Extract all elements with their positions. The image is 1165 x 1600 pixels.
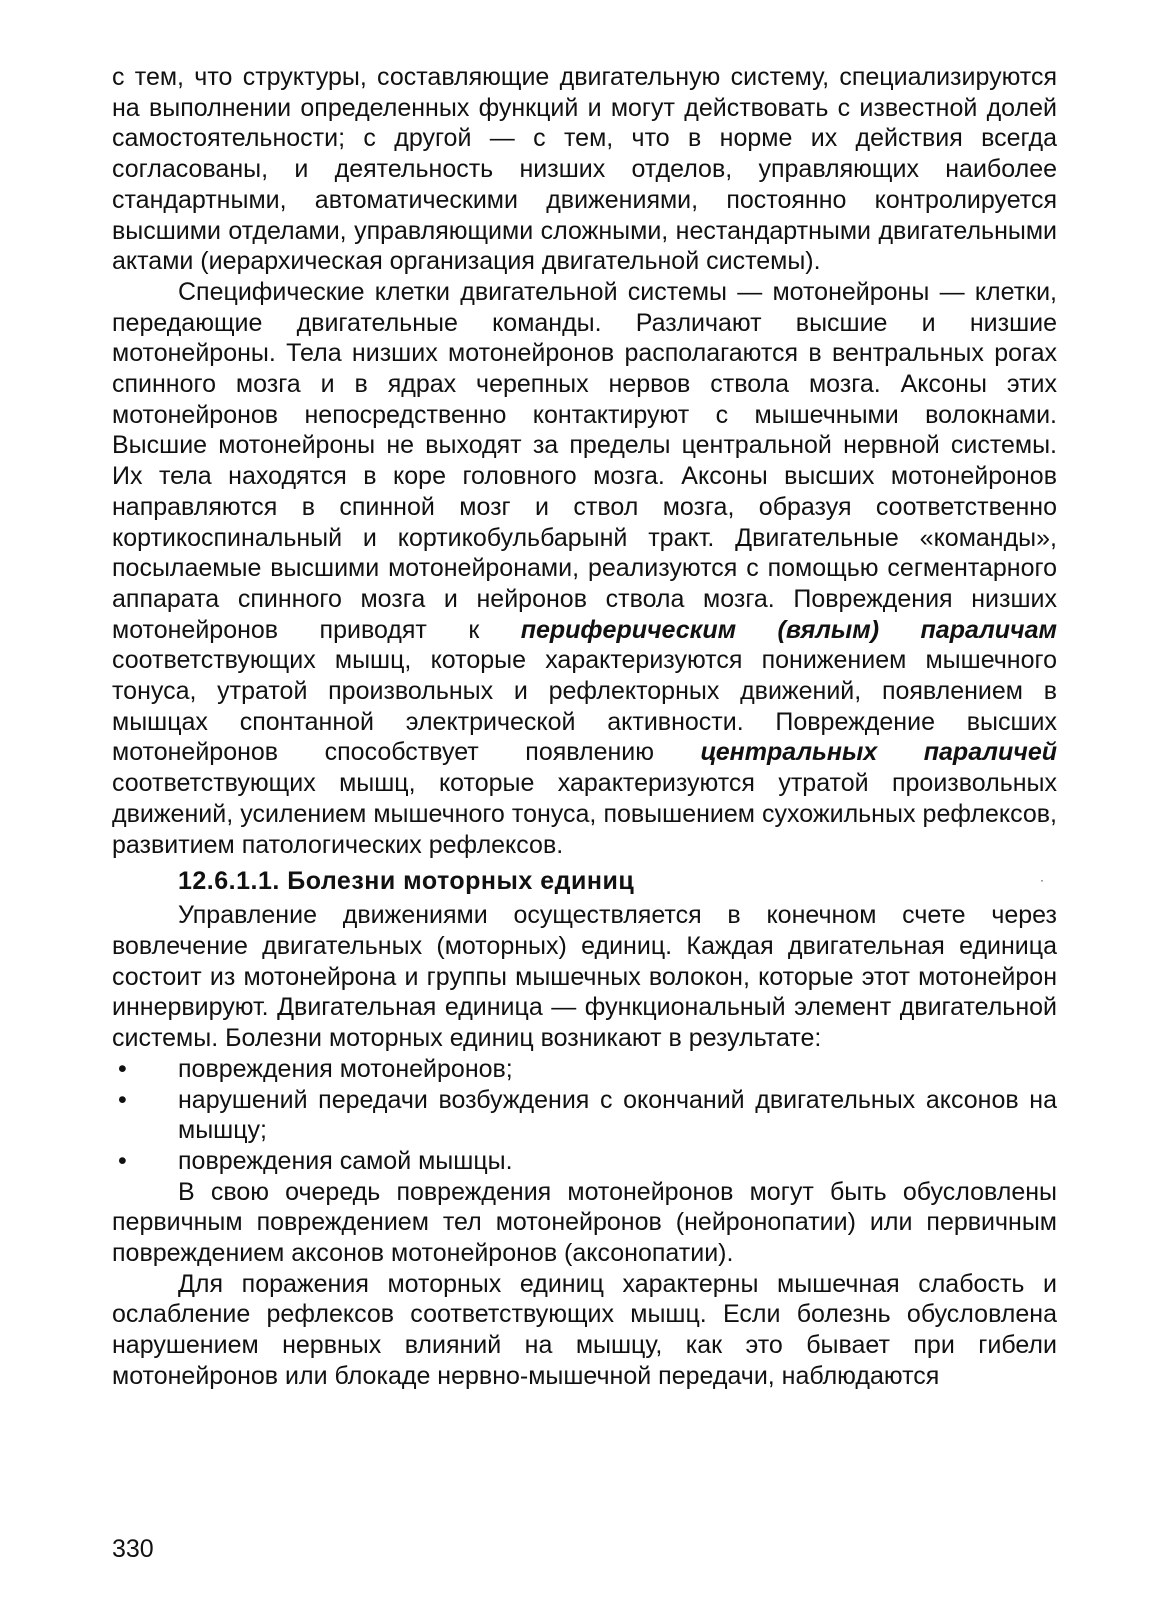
list-item-text: повреждения самой мышцы. — [178, 1146, 513, 1175]
list-item-text: нарушений передачи возбуждения с окончаний двигательных аксонов на мышцу; — [178, 1085, 1057, 1145]
section-heading: 12.6.1.1. Болезни моторных единиц — [178, 867, 635, 896]
bullet-icon: • — [118, 1085, 127, 1114]
page-number: 330 — [112, 1535, 154, 1563]
bullet-icon: • — [118, 1054, 127, 1083]
paragraph-2-text-b: соответствующих мышц, которые характеризуются понижением мышечного тонуса, утратой произвольных и рефлекторных движений, появлением в мышцах спонтанной электрической активности. Повреждение высших мотонейронов способствует появлению — [112, 646, 1057, 767]
paragraph-3: Управление движениями осуществляется в конечном счете через вовлечение двигательных (моторных) единиц. Каждая двигательная единица состоит из мотонейрона и группы мышечных волокон, которые этот мотонейрон иннервируют. Двигательная единица — функциональный элемент двигательной системы. Болезни моторных единиц возникают в результате: — [112, 901, 1057, 1053]
bullet-list — [112, 1054, 1057, 1177]
paragraph-1: с тем, что структуры, составляющие двигательную систему, специализируются на выполнении определенных функций и могут действовать с известной долей самостоятельности; с другой — с тем, что в норме их действия всегда согласованы, и деятельность низших отделов, управляющих наиболее стандартными, автоматическими движениями, постоянно контролируется высшими отделами, управляющими сложными, нестандартными двигательными актами (иерархическая организация двигательной системы). — [112, 63, 1057, 276]
list-item — [112, 1085, 1057, 1146]
stray-mark: · — [1040, 873, 1044, 887]
bullet-icon: • — [118, 1146, 127, 1175]
paragraph-2 — [112, 277, 1057, 860]
paragraph-2-text-a: Специфические клетки двигательной системы — мотонейроны — клетки, передающие двигательные команды. Различают высшие и низшие мотонейроны. Тела низших мотонейронов располагаются в вентральных рогах спинного мозга и в ядрах черепных нервов ствола мозга. Аксоны этих мотонейронов непосредственно контактируют с мышечными волокнами. Высшие мотонейроны не выходят за пределы центральной нервной системы. Их тела находятся в коре головного мозга. Аксоны высших мотонейронов направляются в спинной мозг и ствол мозга, образуя соответственно кортикоспинальный и кортикобульбарынй тракт. Двигательные «команды», посылаемые высшими мотонейронами, реализуются с помощью сегментарного аппарата спинного мозга и нейронов ствола мозга. Повреждения низших мотонейронов приводят к — [112, 277, 1057, 644]
list-item — [112, 1054, 1057, 1085]
term-central-paralysis: центральных параличей — [700, 738, 1057, 767]
paragraph-5: Для поражения моторных единиц характерны мышечная слабость и ослабление рефлексов соответствующих мышц. Если болезнь обусловлена нарушением нервных влияний на мышцу, как это бывает при гибели мотонейронов или блокаде нервно-мышечной передачи, наблюдаются — [112, 1269, 1057, 1390]
term-peripheral-paralysis: периферическим (вялым) параличам — [520, 615, 1057, 644]
page-body — [112, 62, 1057, 1392]
list-item-text: повреждения мотонейронов; — [178, 1054, 513, 1083]
list-item — [112, 1146, 1057, 1177]
paragraph-2-text-c: соответствующих мышц, которые характеризуются утратой произвольных движений, усилением мышечного тонуса, повышением сухожильных рефлексов, развитием патологических рефлексов. — [112, 769, 1057, 859]
paragraph-4: В свою очередь повреждения мотонейронов могут быть обусловлены первичным повреждением тел мотонейронов (нейронопатии) или первичным повреждением аксонов мотонейронов (аксонопатии). — [112, 1177, 1057, 1268]
